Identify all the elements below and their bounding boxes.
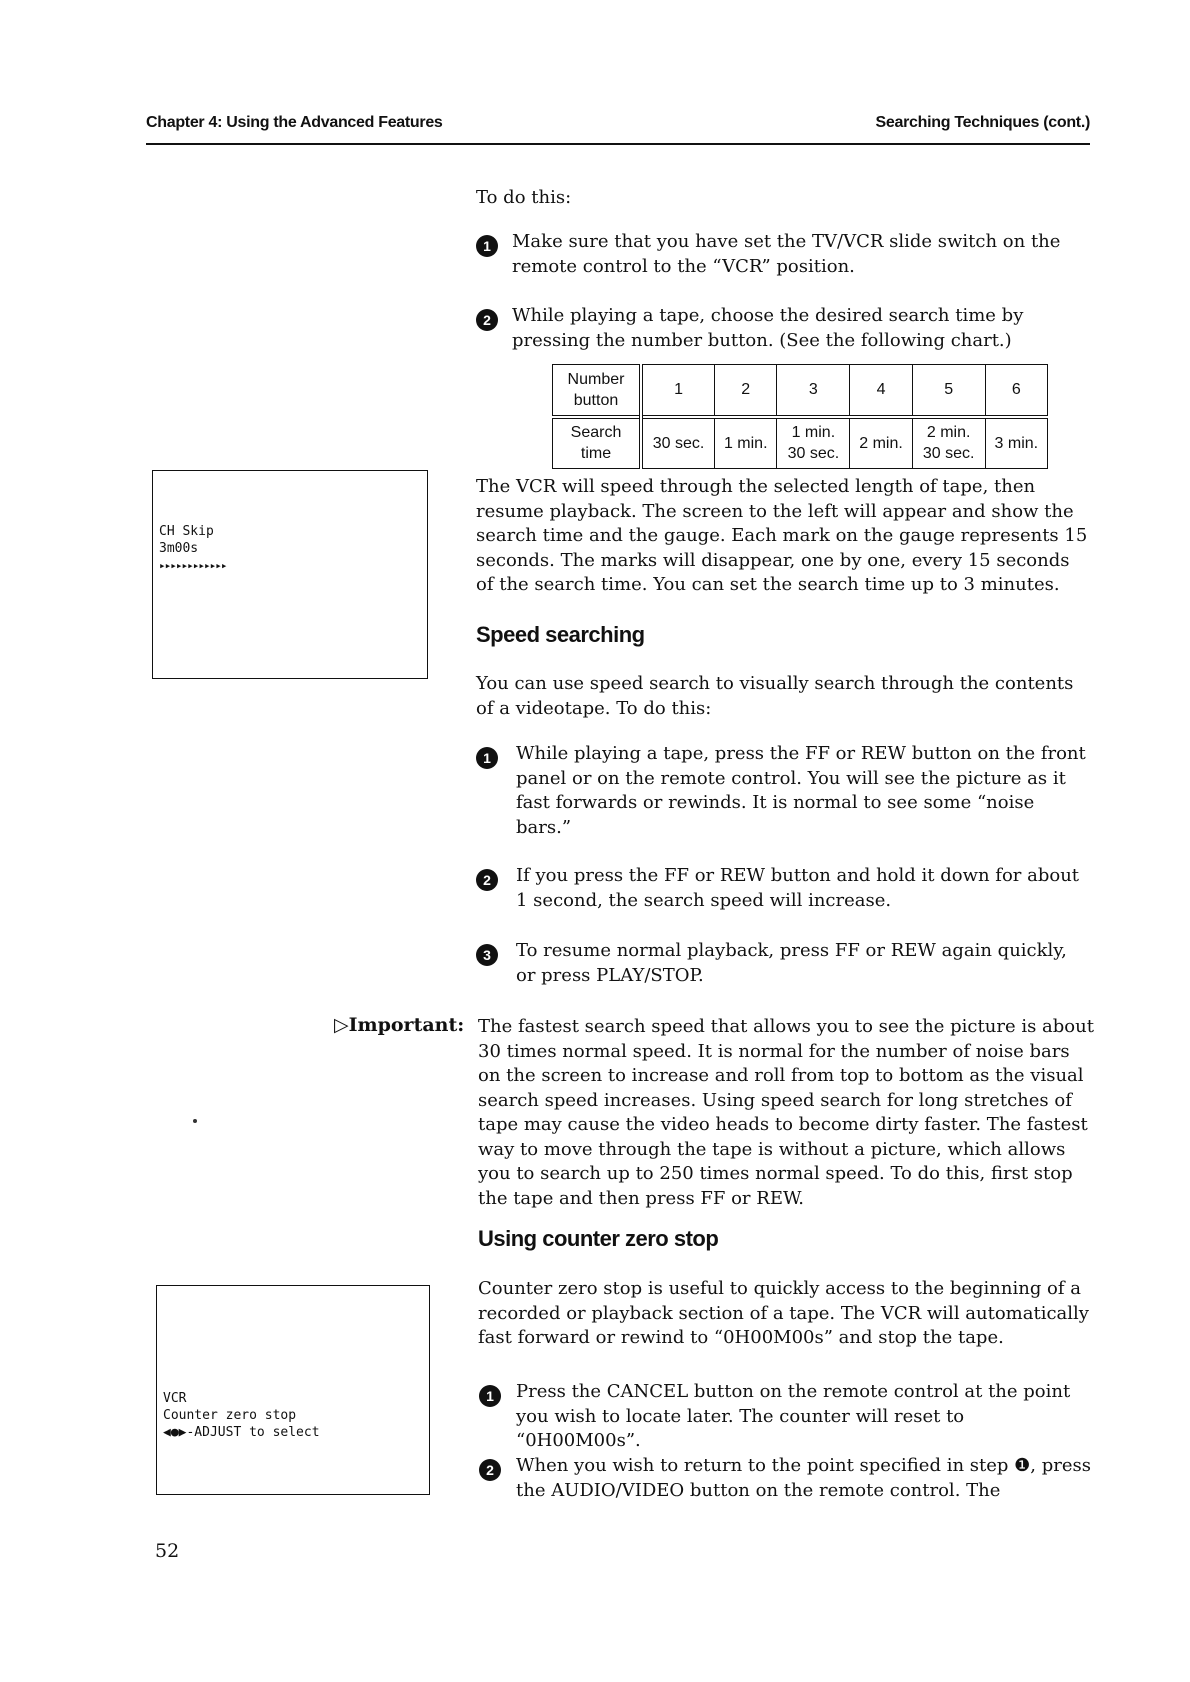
chart-cell: 5 [912, 365, 985, 417]
section-running-head: Searching Techniques (cont.) [875, 114, 1090, 131]
important-label: ▷Important: [334, 1014, 465, 1036]
chart-cell: 30 sec. [641, 417, 715, 469]
search-time-chart [552, 364, 1048, 469]
step-text: Press the CANCEL button on the remote control at the point you wish to locate later. The counter will reset to “0H00M00s”. [516, 1381, 1071, 1451]
osd-gauge: ▸▸▸▸▸▸▸▸▸▸▸▸ [159, 559, 227, 572]
body-paragraph: You can use speed search to visually search through the contents of a videotape. To do this: [476, 673, 1074, 719]
step-text: Make sure that you have set the TV/VCR slide switch on the remote control to the “VCR” position. [512, 231, 1061, 277]
step-text: To resume normal playback, press FF or REW again quickly, or press PLAY/STOP. [516, 940, 1067, 986]
step-text: While playing a tape, choose the desired search time by pressing the number button. (See the following chart.) [512, 305, 1024, 351]
step-number-icon: 1 [479, 1385, 501, 1407]
section-heading-counter: Using counter zero stop [478, 1226, 719, 1251]
osd-line: VCR [163, 1391, 187, 1406]
step-number-icon: 3 [476, 944, 498, 966]
chart-cell: 1 min. 30 sec. [777, 417, 850, 469]
chart-cell: 6 [985, 365, 1047, 417]
chart-cell: 2 min. [850, 417, 912, 469]
step-number-icon: 1 [476, 235, 498, 257]
header-rule [146, 143, 1090, 145]
chart-row-time [553, 417, 1048, 469]
step-number-icon: 2 [476, 309, 498, 331]
stray-mark [193, 1119, 197, 1123]
chart-cell: 1 min. [715, 417, 777, 469]
intro-text: To do this: [476, 187, 572, 208]
chart-row-label: Number button [553, 365, 642, 417]
section-heading-speed: Speed searching [476, 622, 645, 647]
step-number-icon: 1 [476, 747, 498, 769]
step-text: While playing a tape, press the FF or REW button on the front panel or on the remote control. You will see the picture as it fast forwards or rewinds. It is normal to see some “noise bars.” [516, 743, 1086, 838]
chart-cell: 2 min. 30 sec. [912, 417, 985, 469]
important-text: The fastest search speed that allows you to see the picture is about 30 times normal speed. It is normal for the number of noise bars on the screen to increase and roll from top to bottom as the visual search speed increases. Using speed search for long stretches of tape may cause the video heads to become dirty faster. The fastest way to move through the tape is without a picture, which allows you to search up to 250 times normal speed. To do this, first stop the tape and then press FF or REW. [478, 1016, 1094, 1209]
osd-line: 3m00s [159, 541, 199, 556]
osd-screen-channel-skip [152, 470, 428, 679]
body-paragraph: Counter zero stop is useful to quickly access to the beginning of a recorded or playback section of a tape. The VCR will automatically fast forward or rewind to “0H00M00s” and stop the tape. [478, 1278, 1089, 1348]
osd-line: ◀●▶-ADJUST to select [163, 1425, 320, 1440]
chart-cell: 3 min. [985, 417, 1047, 469]
body-paragraph: The VCR will speed through the selected length of tape, then resume playback. The screen to the left will appear and show the search time and the gauge. Each mark on the gauge represents 15 seconds. The marks will disappear, one by one, every 15 seconds of the search time. You can set the search time up to 3 minutes. [476, 476, 1088, 595]
chapter-title: Chapter 4: Using the Advanced Features [146, 114, 443, 131]
step-text: When you wish to return to the point specified in step ❶, press the AUDIO/VIDEO button on the remote control. The [516, 1455, 1091, 1501]
chart-row-number [553, 365, 1048, 417]
chart-cell: 3 [777, 365, 850, 417]
osd-line: CH Skip [159, 524, 214, 539]
step-text: If you press the FF or REW button and hold it down for about 1 second, the search speed will increase. [516, 865, 1080, 911]
chart-cell: 4 [850, 365, 912, 417]
step-number-icon: 2 [479, 1459, 501, 1481]
osd-line: Counter zero stop [163, 1408, 297, 1423]
chart-row-label: Search time [553, 417, 642, 469]
osd-screen-counter-zero-stop [156, 1285, 430, 1495]
step-number-icon: 2 [476, 869, 498, 891]
chart-cell: 2 [715, 365, 777, 417]
page-number: 52 [155, 1540, 180, 1562]
chart-cell: 1 [641, 365, 715, 417]
